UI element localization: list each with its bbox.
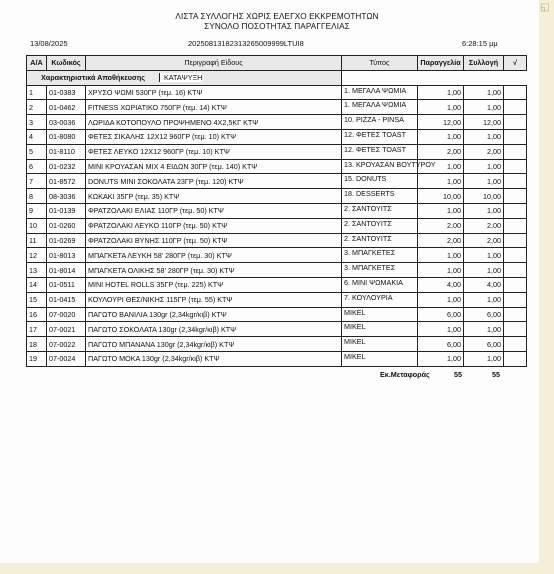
item-code: 07-0020 [47,307,86,322]
table-row [27,100,527,115]
item-description: ΜΠΑΓΚΕΤΑ ΛΕΥΚΗ 58' 280ΓΡ (τεμ. 30) ΚΤΨ [86,248,342,263]
check-cell [504,159,527,174]
row-number: 17 [27,322,47,337]
item-code: 01-8014 [47,263,86,278]
row-number: 18 [27,337,47,352]
col-header-aa: Α/Α [27,56,47,71]
document-number: 20250813182313265009999LTUI8 [188,39,304,48]
item-type: 15. DONUTS [342,174,418,189]
ordered-qty: 6,00 [418,337,464,352]
check-cell [504,248,527,263]
storage-value: ΚΑΤΑΨΥΞΗ [160,73,202,82]
carry-forward-label: Εκ.Μεταφοράς [380,370,430,379]
row-number: 1 [27,85,47,100]
item-description: FITNESS ΧΩΡΙΑΤΙΚΟ 750ΓΡ (τεμ. 14) ΚΤΨ [86,100,342,115]
carry-forward-collected: 55 [492,370,500,379]
item-type: 6. MINI ΨΩΜΑΚΙΑ [342,277,418,292]
ordered-qty: 1,00 [418,292,464,307]
row-number: 5 [27,144,47,159]
table-row [27,115,527,130]
table-row [27,292,527,307]
table-row [27,337,527,352]
item-description: ΚΟΥΛΟΥΡΙ ΘΕΣ/ΝΙΚΗΣ 115ΓΡ (τεμ. 55) ΚΤΨ [86,292,342,307]
item-type: 12. ΦΕΤΕΣ TOAST [342,144,418,159]
item-code: 01-0269 [47,233,86,248]
collected-qty: 2,00 [464,144,504,159]
row-number: 9 [27,203,47,218]
collected-qty: 1,00 [464,248,504,263]
table-row [27,263,527,278]
item-description: ΦΡΑΤΖΟΛΑΚΙ ΒΥΝΗΣ 110ΓΡ (τεμ. 50) ΚΤΨ [86,233,342,248]
item-type: MIKEL [342,322,418,337]
check-cell [504,189,527,204]
collected-qty: 12,00 [464,115,504,130]
storage-cell [27,70,342,85]
item-type: 2. ΣΑΝΤΟΥΙΤΣ [342,218,418,233]
ordered-qty: 1,00 [418,351,464,366]
ordered-qty: 10,00 [418,189,464,204]
collected-qty: 1,00 [464,203,504,218]
row-number: 2 [27,100,47,115]
item-type: 3. ΜΠΑΓΚΕΤΕΣ [342,248,418,263]
row-number: 19 [27,351,47,366]
row-number: 15 [27,292,47,307]
ordered-qty: 1,00 [418,129,464,144]
row-number: 16 [27,307,47,322]
table-row [27,174,527,189]
check-cell [504,218,527,233]
ordered-qty: 6,00 [418,307,464,322]
item-code: 08-3036 [47,189,86,204]
report-date: 13/08/2025 [30,39,68,48]
collected-qty: 1,00 [464,174,504,189]
check-cell [504,85,527,100]
row-number: 14 [27,277,47,292]
check-cell [504,203,527,218]
ordered-qty: 12,00 [418,115,464,130]
item-type: 18. DESSERTS [342,189,418,204]
table-row [27,322,527,337]
collected-qty: 2,00 [464,233,504,248]
check-cell [504,115,527,130]
collected-qty: 1,00 [464,263,504,278]
table-header-row [27,56,527,71]
report-subtitle: ΣΥΝΟΛΟ ΠΟΣΟΤΗΤΑΣ ΠΑΡΑΓΓΕΛΙΑΣ [204,22,350,31]
storage-label: Χαρακτηριστικά Αποθήκευσης [27,73,160,82]
ordered-qty: 1,00 [418,159,464,174]
item-code: 01-8080 [47,129,86,144]
ordered-qty: 2,00 [418,144,464,159]
item-description: ΧΡΥΣΟ ΨΩΜΙ 530ΓΡ (τεμ. 16) ΚΤΨ [86,85,342,100]
ordered-qty: 4,00 [418,277,464,292]
check-cell [504,351,527,366]
collected-qty: 1,00 [464,322,504,337]
item-type: MIKEL [342,337,418,352]
item-code: 01-0232 [47,159,86,174]
collected-qty: 2,00 [464,218,504,233]
item-description: ΠΑΓΩΤΟ ΣΟΚΟΛΑΤΑ 130gr (2,34kgr/κιβ) ΚΤΨ [86,322,342,337]
collected-qty: 1,00 [464,85,504,100]
item-code: 01-0415 [47,292,86,307]
item-type: 2. ΣΑΝΤΟΥΙΤΣ [342,233,418,248]
item-description: DONUTS MINI ΣΟΚΟΛΑΤΑ 23ΓΡ (τεμ. 120) ΚΤΨ [86,174,342,189]
col-header-description: Περιγραφή Είδους [86,56,342,71]
check-cell [504,263,527,278]
check-cell [504,144,527,159]
col-header-code: Κωδικός [47,56,86,71]
row-number: 13 [27,263,47,278]
ordered-qty: 1,00 [418,203,464,218]
check-cell [504,174,527,189]
table-row [27,129,527,144]
table-row [27,277,527,292]
table-row [27,189,527,204]
check-cell [504,322,527,337]
item-description: ΜΠΑΓΚΕΤΑ ΟΛΙΚΗΣ 58' 280ΓΡ (τεμ. 30) ΚΤΨ [86,263,342,278]
item-description: ΦΡΑΤΖΟΛΑΚΙ ΛΕΥΚΟ 110ΓΡ (τεμ. 50) ΚΤΨ [86,218,342,233]
item-type: 1. ΜΕΓΑΛΑ ΨΩΜΙΑ [342,85,418,100]
check-cell [504,337,527,352]
row-number: 7 [27,174,47,189]
item-code: 01-0462 [47,100,86,115]
viewer-background-bottom [0,563,554,574]
row-number: 4 [27,129,47,144]
item-description: ΦΕΤΕΣ ΣΙΚΑΛΗΣ 12Χ12 960ΓΡ (τεμ. 10) ΚΤΨ [86,129,342,144]
item-description: ΠΑΓΩΤΟ ΜΠΑΝΑΝΑ 130gr (2,34kgr/κιβ) ΚΤΨ [86,337,342,352]
item-description: MINI ΚΡΟΥΑΣΑΝ MIX 4 ΕΙΔΩΝ 30ΓΡ (τεμ. 140) ΚΤΨ [86,159,342,174]
item-type: 12. ΦΕΤΕΣ TOAST [342,129,418,144]
item-description: ΚΩΚΑΚΙ 35ΓΡ (τεμ. 35) ΚΤΨ [86,189,342,204]
collected-qty: 1,00 [464,351,504,366]
table-row [27,307,527,322]
item-description: ΛΩΡΙΔΑ ΚΟΤΟΠΟΥΛΟ ΠΡΟΨΗΜΕΝΟ 4Χ2,5ΚΓ ΚΤΨ [86,115,342,130]
item-type: 13. ΚΡΟΥΑΣΑΝ ΒΟΥΤΥΡΟΥ [342,159,418,174]
item-description: ΦΡΑΤΖΟΛΑΚΙ ΕΛΙΑΣ 110ΓΡ (τεμ. 50) ΚΤΨ [86,203,342,218]
check-cell [504,129,527,144]
carry-forward-ordered: 55 [454,370,462,379]
item-description: ΠΑΓΩΤΟ ΒΑΝΙΛΙΑ 130gr (2,34kgr/κιβ) ΚΤΨ [86,307,342,322]
ordered-qty: 1,00 [418,174,464,189]
ordered-qty: 1,00 [418,322,464,337]
row-number: 10 [27,218,47,233]
check-cell [504,292,527,307]
item-code: 01-8110 [47,144,86,159]
check-cell [504,233,527,248]
collected-qty: 10,00 [464,189,504,204]
item-type: 1. ΜΕΓΑΛΑ ΨΩΜΙΑ [342,100,418,115]
item-description: ΦΕΤΕΣ ΛΕΥΚΟ 12Χ12 960ΓΡ (τεμ. 10) ΚΤΨ [86,144,342,159]
row-number: 12 [27,248,47,263]
item-type: 7. ΚΟΥΛΟΥΡΙΑ [342,292,418,307]
item-code: 07-0024 [47,351,86,366]
table-row [27,85,527,100]
table-row [27,159,527,174]
item-code: 07-0021 [47,322,86,337]
row-number: 11 [27,233,47,248]
collected-qty: 1,00 [464,100,504,115]
collected-qty: 4,00 [464,277,504,292]
row-number: 8 [27,189,47,204]
item-type: 2. ΣΑΝΤΟΥΙΤΣ [342,203,418,218]
item-code: 03-0036 [47,115,86,130]
table-row [27,218,527,233]
ordered-qty: 1,00 [418,248,464,263]
report-title: ΛΙΣΤΑ ΣΥΛΛΟΓΗΣ ΧΩΡΙΣ ΕΛΕΓΧΟ ΕΚΚΡΕΜΟΤΗΤΩΝ [175,12,379,21]
item-type: MIKEL [342,351,418,366]
item-code: 01-0139 [47,203,86,218]
ordered-qty: 2,00 [418,218,464,233]
ordered-qty: 1,00 [418,100,464,115]
item-type: 3. ΜΠΑΓΚΕΤΕΣ [342,263,418,278]
item-description: ΠΑΓΩΤΟ ΜΟΚΑ 130gr (2,34kgr/κιβ) ΚΤΨ [86,351,342,366]
check-cell [504,100,527,115]
row-number: 3 [27,115,47,130]
collected-qty: 1,00 [464,292,504,307]
check-cell [504,307,527,322]
col-header-ordered: Παραγγελία [418,56,464,71]
viewer-background-right [539,0,554,574]
check-cell [504,277,527,292]
collected-qty: 1,00 [464,159,504,174]
collected-qty: 1,00 [464,129,504,144]
collected-qty: 6,00 [464,307,504,322]
col-header-type: Τύπος [342,56,418,71]
item-code: 07-0022 [47,337,86,352]
ordered-qty: 2,00 [418,233,464,248]
item-description: MINI HOTEL ROLLS 35ΓΡ (τεμ. 225) ΚΤΨ [86,277,342,292]
collection-table [26,55,527,367]
col-header-check: √ [504,56,527,71]
ordered-qty: 1,00 [418,263,464,278]
storage-row [27,70,527,85]
item-code: 01-0511 [47,277,86,292]
table-row [27,144,527,159]
item-code: 01-0383 [47,85,86,100]
ordered-qty: 1,00 [418,85,464,100]
row-number: 6 [27,159,47,174]
item-type: MIKEL [342,307,418,322]
col-header-collected: Συλλογή [464,56,504,71]
page-corner-icon: ◱ [540,2,550,13]
item-code: 01-0260 [47,218,86,233]
collected-qty: 6,00 [464,337,504,352]
item-code: 01-8013 [47,248,86,263]
item-type: 10. PIZZA - PINSA [342,115,418,130]
table-row [27,351,527,366]
item-code: 01-8572 [47,174,86,189]
table-row [27,248,527,263]
report-time: 6:28:15 μμ [462,39,498,48]
table-row [27,233,527,248]
table-row [27,203,527,218]
